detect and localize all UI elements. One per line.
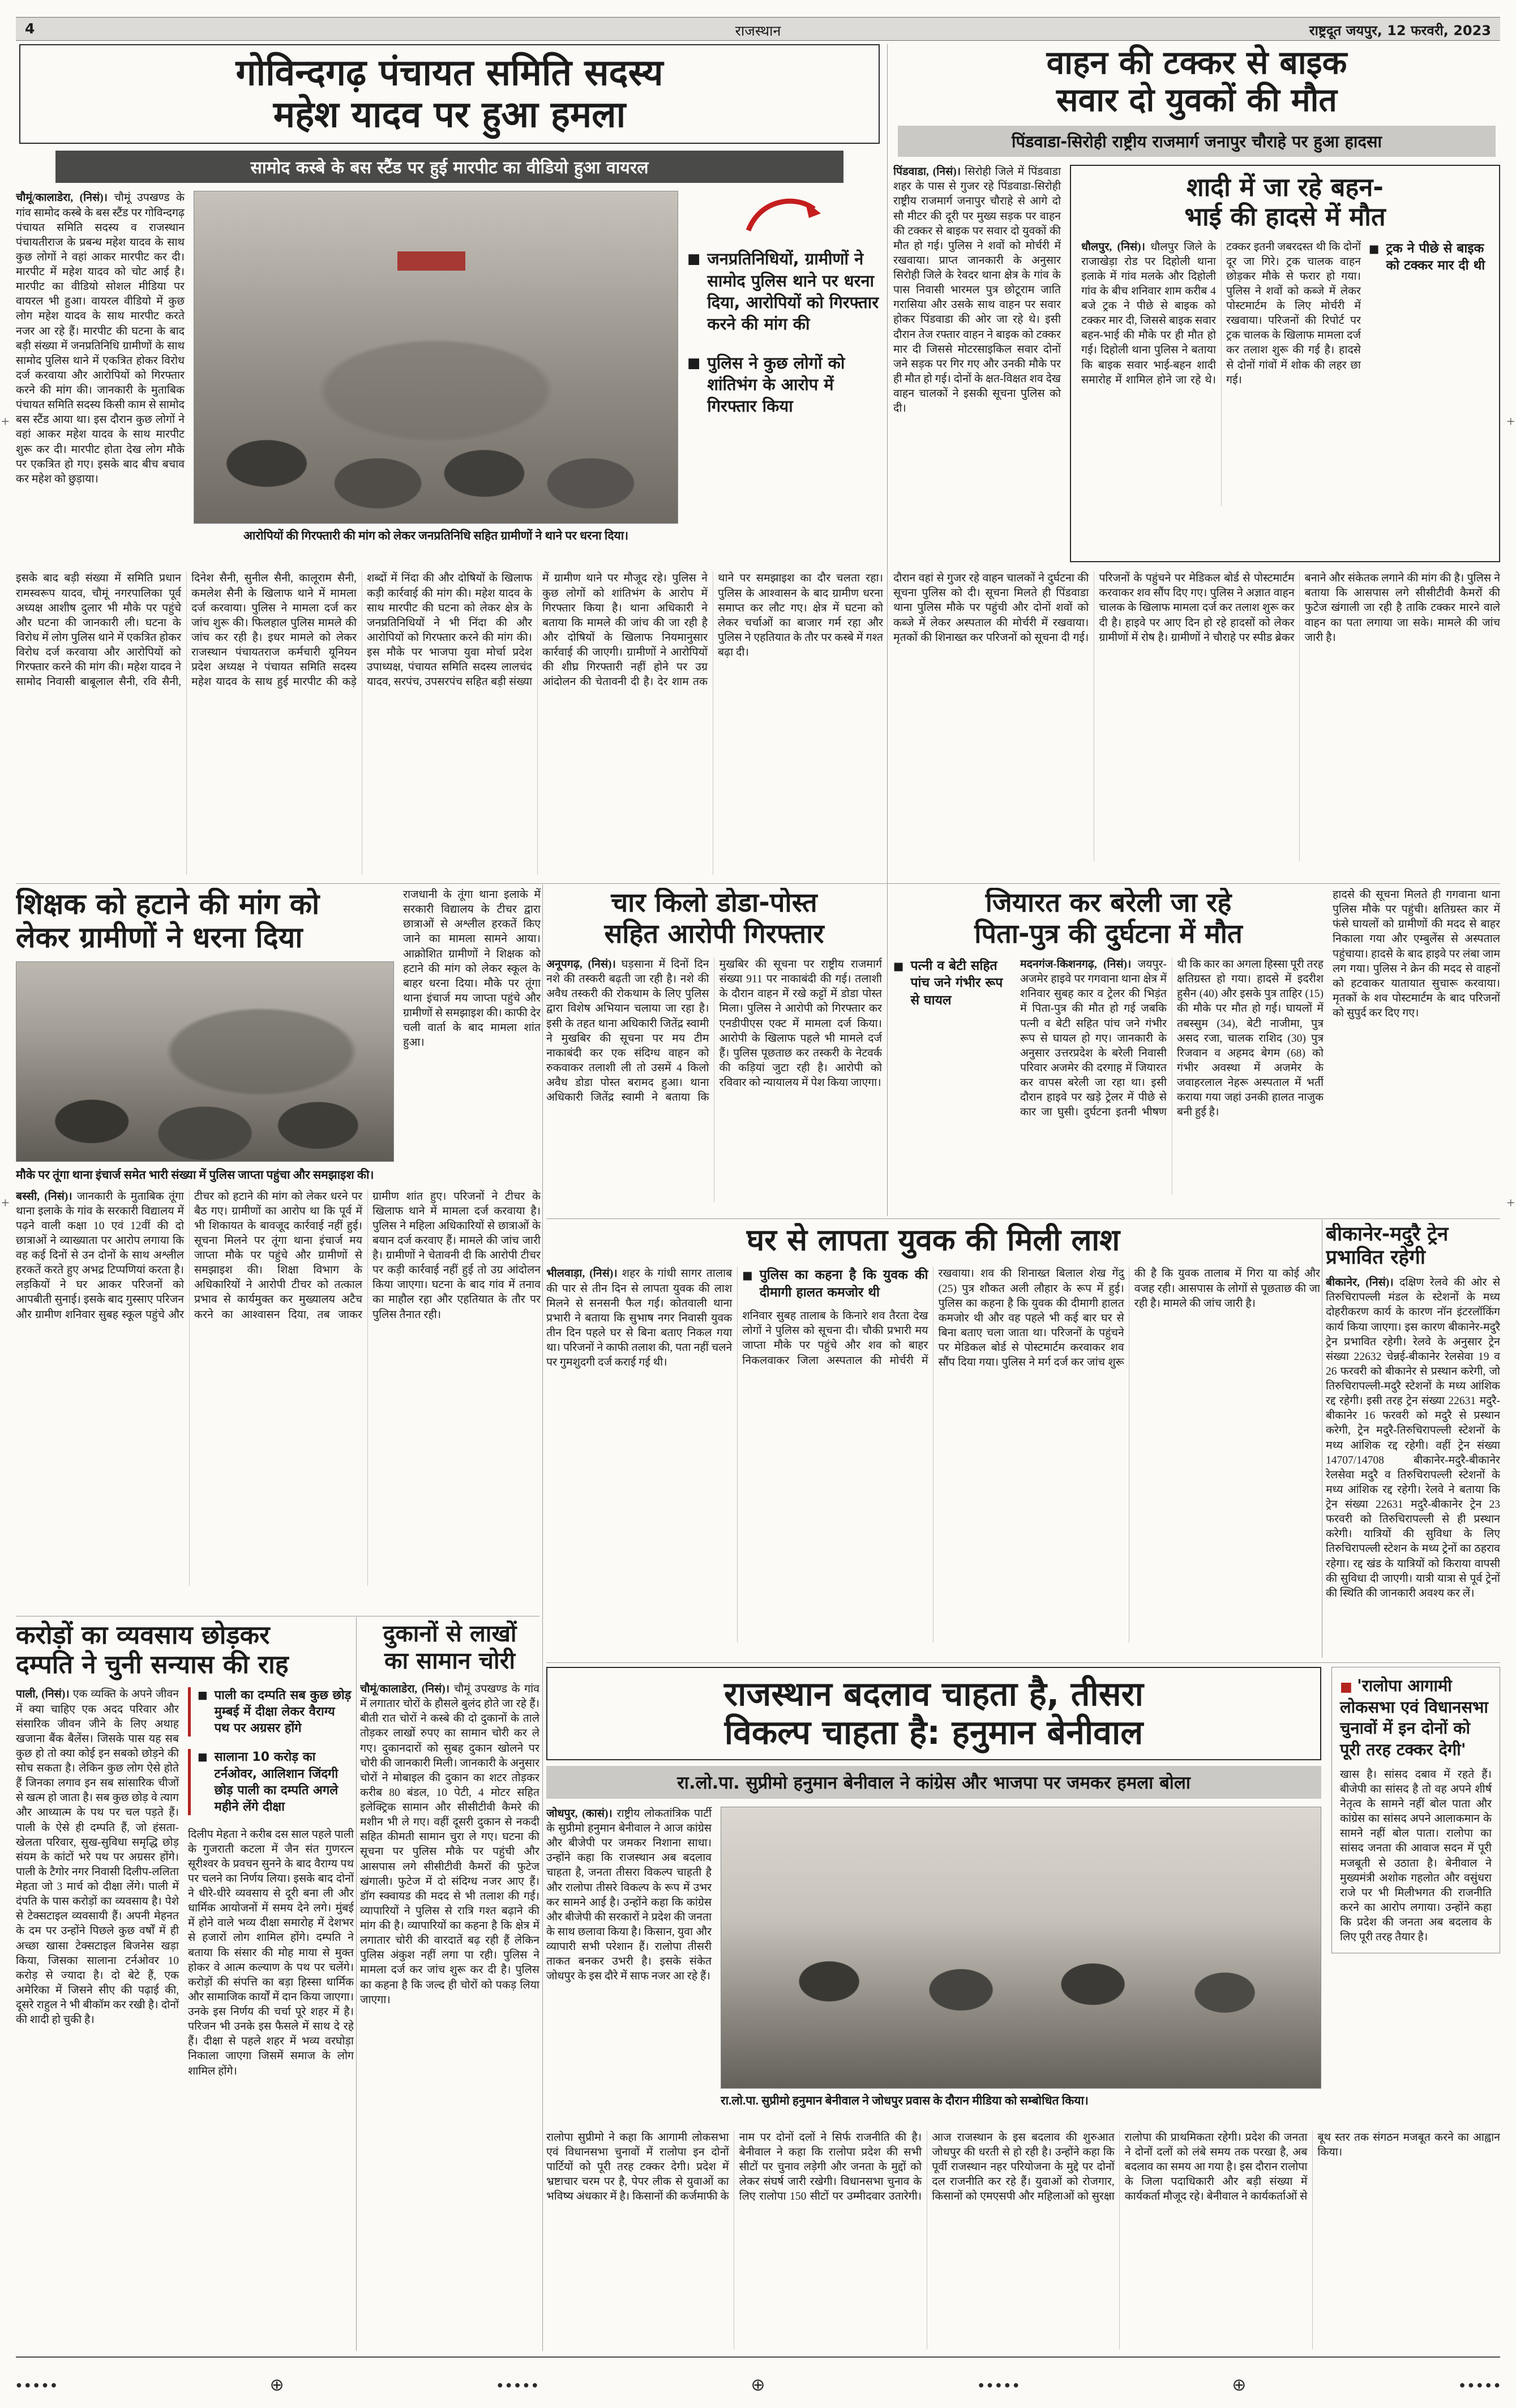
boxed-story-wedding-accident [1070, 165, 1500, 562]
body-text: हादसे की सूचना मिलते ही गगवाना थाना पुलिस मौके पर पहुंची। क्षतिग्रस्त कार में फंसे घायलों को ग्रामीणों की मदद से बाहर निकाला गया और एम्बुलेंस से अस्पताल पहुंचाया। हादसे के बाद हाइवे पर लंबा जाम लग गया। पुलिस ने क्रेन की मदद से वाहनों को हटवाकर यातायात सुचारू करवाया। मृतकों के शव पोस्टमार्टम के बाद परिजनों को सुपुर्द कर दिए गए। [1333, 889, 1500, 1019]
highlight-bullet [188, 1749, 354, 1815]
body-text: सिरोही जिले में पिंडवाडा शहर के पास से गुजर रहे पिंडवाडा-सिरोही राष्ट्रीय राजमार्ग जनापुर चौराहे से आगे दो सौ मीटर की दूरी पर मुख्य सड़क पर वाहन की टक्कर से बाइक पर सवार दो युवकों की मौत हो गई। पुलिस ने शवों को मोर्चरी में रखवाया। प्राप्त जानकारी के अनुसार सिरोही जिले के रेवदर थाना क्षेत्र के गांव के पास निवासी भारमल पुत्र छोटूराम जाति गरासिया और उसके साथ वाहन पर सवार होकर पिंडवाडा की ओर जा रहे थे। इसी दौरान तेज रफ्तार वाहन ने बाइक को टक्कर मार दी जिससे मोटरसाइकिल सवार दोनों जने सड़क पर गिर गए और उनकी मौके पर ही मौत हो गई। दोनों के क्षत-विक्षत शव देख वाहन चालकों ने इसकी सूचना पुलिस को दी। [893, 166, 1061, 415]
registration-dots: ● ● ● ● ● [16, 2379, 57, 2390]
headline-line: करोड़ों का व्यवसाय छोड़कर [16, 1620, 270, 1650]
print-registration-marks [16, 2373, 1500, 2396]
quote-column [1331, 1667, 1500, 2122]
article-body-columns [546, 2131, 1500, 2349]
article-headline [16, 1620, 354, 1679]
photo-caption: मौके पर तूंगा थाना इंचार्ज समेत भारी संख्या में पुलिस जाप्ता पहुंचा और समझाइश की। [16, 1168, 374, 1182]
section-title: राजस्थान [735, 23, 781, 39]
article-doda-post-arrest [546, 888, 882, 1216]
highlight-bullet [188, 1687, 354, 1737]
article-bike-riders-death [893, 44, 1500, 881]
subheadline: रा.लो.पा. सुप्रीमो हनुमान बेनीवाल ने कांग्रेस और भाजपा पर जमकर हमला बोला [546, 1766, 1321, 1799]
photo-red-banner [397, 251, 465, 271]
headline-line: राजस्थान बदलाव चाहता है, तीसरा [724, 1674, 1144, 1713]
highlight-text: ■ ट्रक ने पीछे से बाइक को टक्कर मार दी थी [1386, 241, 1485, 273]
highlight-text: ■ पाली का दम्पति सब कुछ छोड़ मुम्बई में दीक्षा लेकर वैराग्य पथ पर अग्रसर होंगे [214, 1688, 352, 1736]
headline-line: दम्पति ने चुनी सन्यास की राह [16, 1649, 289, 1680]
page-number: 4 [25, 20, 35, 37]
dateline: जोधपुर, (कासं)। [546, 1807, 613, 1820]
article-missing-youth-body-found [546, 1223, 1320, 1657]
body-text: शहर के गांधी सागर तालाब की पार से तीन दिन से लापता युवक की लाश मिलने से सनसनी फैल गई। कोतवाली थाना प्रभारी ने बताया कि सुभाष नगर निवासी युवक तीन दिन पहले घर से बिना बताए निकल गया था। परिजनों ने काफी तलाश की, पता नहीं चलने पर गुमशुदगी दर्ज कराई गई थी। [546, 1268, 733, 1369]
body-text: राष्ट्रीय लोकतांत्रिक पार्टी के सुप्रीमो हनुमान बेनीवाल ने आज कांग्रेस और बीजेपी पर जमकर निशाना साधा। उन्होंने कहा कि राजस्थान अब बदलाव चाहता है, जनता तीसरा विकल्प चाहती है और रालोपा तीसरे विकल्प के रूप में उभर कर सामने आई है। उन्होंने कहा कि कांग्रेस और बीजेपी की सरकारों ने प्रदेश की जनता के साथ छलावा किया है। किसान, युवा और व्यापारी सभी परेशान हैं। रालोपा तीसरी ताकत बनकर उभरी है। इसके संकेत जोधपुर के इस दौरे में साफ नजर आ रहे हैं। [546, 1807, 712, 1983]
subheadline: पिंडवाडा-सिरोही राष्ट्रीय राजमार्ग जनापुर चौराहे पर हुआ हादसा [898, 126, 1496, 157]
edition-date: राष्ट्रदूत जयपुर, 12 फरवरी, 2023 [1309, 23, 1491, 39]
headline-photo-block [16, 888, 394, 1162]
article-main-block [893, 888, 1324, 1216]
quote-box [1331, 1667, 1500, 1953]
article-headline [360, 1620, 539, 1674]
subheadline: सामोद कस्बे के बस स्टैंड पर हुई मारपीट का वीडियो हुआ वायरल [55, 151, 843, 183]
article-body-column [360, 1682, 539, 2008]
article-headline: बीकानेर-मदुरै ट्रेन प्रभावित रहेगी [1326, 1223, 1449, 1269]
crosshair-icon: ⊕ [751, 2375, 765, 2394]
column-rule [542, 884, 543, 2351]
body-text: दिलीप मेहता ने करीब दस साल पहले पाली के गुजराती कटला में जैन संत गुणरत्न सूरीश्वर के प्रवचन सुनने के बाद वैराग्य पथ पर चलने का निर्णय लिया। इसके बाद दोनों ने धीरे-धीरे व्यवसाय से दूरी बना ली और धार्मिक आयोजनों में समय देने लगे। मुंबई में होने वाले भव्य दीक्षा समारोह में देशभर से हजारों लोग शामिल होंगे। दम्पति ने बताया कि संसार की मोह माया से मुक्त होकर वे आत्म कल्याण के पथ पर चलेंगे। करोड़ों की संपत्ति का बड़ा हिस्सा धार्मिक और सामाजिक कार्यों में दान किया जाएगा। उनके इस निर्णय की चर्चा पूरे शहर में है। परिजन भी उनके इस फैसले में साथ दे रहे हैं। दीक्षा से पहले शहर में भव्य वरघोड़ा निकाला जाएगा जिसमें समाज के लोग शामिल होंगे। [188, 1828, 354, 2077]
article-body-columns [16, 1190, 541, 1586]
body-text: जानकारी के मुताबिक तूंगा थाना इलाके के गांव के सरकारी विद्यालय में पढ़ने वाली कक्षा 10 एवं 12वीं की दो छात्राओं ने व्याख्याता पर आरोप लगाया कि वह कई दिनों से उन दोनों के साथ अश्लील हरकतें करते हुए अभद्र टिप्पणियां करता है। लड़कियों ने घर आकर परिजनों को आपबीती सुनाई। इसके बाद गुस्साए परिजन और ग्रामीण शनिवार सुबह स्कूल पहुंचे और टीचर को हटाने की मांग को लेकर धरने पर बैठ गए। ग्रामीणों का आरोप था कि पूर्व में भी शिकायत के बावजूद कार्रवाई नहीं हुई। सूचना मिलने पर तूंगा थाना इंचार्ज मय जाप्ता मौके पर पहुंचे और ग्रामीणों से समझाइश की। शिक्षा विभाग के अधिकारियों ने आरोपी टीचर को तत्काल प्रभाव से कार्यमुक्त कर मुख्यालय अटैच करने का आश्वासन दिया, तब जाकर ग्रामीण शांत हुए। परिजनों ने टीचर के खिलाफ थाने में मामला दर्ज करवाया है। पुलिस ने महिला अधिकारियों से छात्राओं के बयान दर्ज करवाए हैं। मामले की जांच जारी है। ग्रामीणों ने चेतावनी दी कि आरोपी टीचर पर कड़ी कार्रवाई नहीं हुई तो उग्र आंदोलन किया जाएगा। घटना के बाद गांव में तनाव का माहौल रहा और एहतियात के तौर पर पुलिस तैनात रही। [16, 1190, 541, 1321]
highlight-bullet [893, 957, 1012, 1195]
article-body-column [188, 1828, 354, 2079]
masthead [16, 17, 1500, 41]
boxed-story-body [1081, 240, 1361, 506]
crosshair-icon: ⊕ [269, 2375, 284, 2394]
article-body-row [893, 957, 1324, 1195]
column-rule [887, 44, 888, 1216]
article-teacher-removal-protest [16, 888, 541, 1611]
headline-line: सवार दो युवकों की मौत [1056, 82, 1337, 119]
red-arrow-icon [687, 191, 883, 238]
photo-villagers-protest [16, 961, 394, 1162]
article-body-columns [1020, 957, 1324, 1195]
dateline: पिंडवाडा, (निसं)। [893, 166, 961, 178]
dateline: अनूपगढ़, (निसं)। [546, 959, 616, 971]
article-top-row [16, 191, 883, 562]
article-headline [546, 888, 882, 949]
article-headline [893, 888, 1324, 949]
photo-beniwal-press-conference [721, 1807, 1321, 2089]
article-body-columns [546, 957, 882, 1202]
boxed-story-content [1081, 240, 1489, 506]
registration-plus-icon: + [1506, 413, 1515, 430]
article-body-column [16, 1687, 179, 2078]
photo-caption: रा.लो.पा. सुप्रीमो हनुमान बेनीवाल ने जोधपुर प्रवास के दौरान मीडिया को सम्बोधित किया। [721, 2093, 1089, 2107]
headline-line: चार किलो डोडा-पोस्त [611, 888, 817, 918]
highlights-column [687, 191, 883, 562]
headline-line: शादी में जा रहे बहन- [1187, 172, 1384, 203]
headline-line: जियारत कर बरेली जा रहे [985, 888, 1232, 918]
highlight-text: ■ पत्नी व बेटी सहित पांच जने गंभीर रूप से घायल [910, 959, 1003, 1008]
registration-plus-icon: + [1, 413, 10, 430]
photo-figure [721, 1807, 1321, 2122]
photo-protest-at-police-station [194, 191, 678, 524]
highlight-text: ■ पुलिस ने कुछ लोगों को शांतिभंग के आरोप में गिरफ्तार किया [707, 353, 845, 416]
body-text: चौमूं उपखण्ड के गांव सामोद कस्बे के बस स्टैंड पर गोविन्दगढ़ पंचायत समिति सदस्य व राजस्थान पंचायतीराज के प्रबन्ध महेश यादव के साथ कुछ लोगों ने वहां आकर मारपीट कर दी। मारपीट में महेश यादव को चोट आई है। मारपीट का वीडियो सोशल मीडिया पर वायरल भी हुआ। वायरल वीडियो में कुछ लोग महेश यादव के साथ मारपीट करते नजर आ रहे हैं। मारपीट की घटना के बाद बड़ी संख्या में जनप्रतिनिधि ग्रामीणों के साथ सामोद पुलिस थाने में एकत्रित होकर विरोध दर्ज करवाया और आरोपियों को गिरफ्तार करने की मांग की। जानकारी के मुताबिक पंचायत समिति सदस्य किसी काम से सामोद बस स्टैंड आया था। इस दौरान कुछ लोगों ने वहां आकर महेश यादव के साथ मारपीट शुरू कर दी। मारपीट होता देख लोग मौके पर एकत्रित हो गए। इसके बाद बीच बचाव कर महेश को छुड़ाया। [16, 192, 185, 485]
bottom-rule [16, 2356, 1500, 2358]
headline-line: भाई की हादसे में मौत [1184, 202, 1386, 232]
section-rule [546, 1662, 1500, 1663]
body-text: घड़साना में दिनों दिन नशे की तस्करी बढ़ती जा रही है। नशे की अवैध तस्करी की रोकथाम के लिए पुलिस द्वारा विशेष अभियान चलाया जा रहा है। इसी के तहत थाना अधिकारी जितेंद्र स्वामी ने मुखबिर की सूचना पर मय टीम नाकाबंदी कर एक संदिग्ध वाहन को रुकवाकर तलाशी ली तो उसमें 4 किलो अवैध डोडा पोस्त बरामद हुआ। थाना अधिकारी जितेंद्र स्वामी ने बताया कि मुखबिर की सूचना पर राष्ट्रीय राजमार्ग संख्या 911 पर नाकाबंदी की गई। तलाशी के दौरान वाहन में रखे कट्टों में डोडा पोस्त मिला। पुलिस ने आरोपी को गिरफ्तार कर एनडीपीएस एक्ट में मामला दर्ज किया। आरोपी के खिलाफ पहले भी मामले दर्ज हैं। पुलिस पूछताछ कर तस्करी के नेटवर्क की कड़ियां जुटा रही है। आरोपी को रविवार को न्यायालय में पेश किया जाएगा। [546, 959, 882, 1104]
dateline: चौमूं/कालाडेरा, (निसं)। [16, 192, 108, 204]
photo-figure [194, 191, 678, 562]
headline-line: गोविन्दगढ़ पंचायत समिति सदस्य [235, 52, 663, 94]
dateline: भीलवाड़ा, (निसं)। [546, 1268, 618, 1280]
photo-caption: आरोपियों की गिरफ्तारी की मांग को लेकर जनप्रतिनिधि सहित ग्रामीणों ने थाने पर धरना दिया। [243, 529, 629, 543]
section-rule [546, 1218, 1500, 1219]
body-text: चौमूं उपखण्ड के गांव में लगातार चोरों के हौसले बुलंद होते जा रहे हैं। बीती रात चोरों ने कस्बे की दो दुकानों के ताले तोड़कर लाखों रुपए का सामान चोरी कर ले गए। दुकानदारों को सुबह दुकान खोलने पर चोरी की जानकारी मिली। जानकारी के अनुसार चोरों ने मोबाइल की दुकान का शटर तोड़कर करीब 80 बंडल, 10 पेटी, 4 मोटर सहित इलेक्ट्रिक सामान और सीसीटीवी कैमरे की मशीन भी ले गए। वहीं दूसरी दुकान से नकदी सहित कीमती सामान चुरा ले गए। घटना की सूचना पर पुलिस मौके पर पहुंची और आसपास लगे सीसीटीवी कैमरों की फुटेज खंगाली। फुटेज में दो संदिग्ध नजर आए हैं। डॉग स्क्वायड की मदद से भी तलाश की गई। व्यापारियों ने पुलिस से रात्रि गश्त बढ़ाने की मांग की है। व्यापारियों का कहना है कि क्षेत्र में लगातार चोरी की वारदातें बढ़ रही हैं लेकिन पुलिस अंकुश नहीं लगा पा रही। पुलिस ने मामला दर्ज कर जांच शुरू कर दी है। पुलिस का कहना है कि जल्द ही चोरों को पकड़ लिया जाएगा। [360, 1683, 539, 2006]
headline-line: सहित आरोपी गिरफ्तार [604, 918, 824, 949]
article-body-columns [546, 1267, 1320, 1643]
article-father-son-accident [893, 888, 1500, 1216]
body-text: शनिवार सुबह तालाब के किनारे शव तैरता देख लोगों ने पुलिस को सूचना दी। चौकी प्रभारी मय जाप्ता मौके पर पहुंचे और शव को बाहर निकलवाकर जिला अस्पताल की मोर्चरी में रखवाया। शव की शिनाख्त बिलाल शेख गेंदु (25) पुत्र शौकत अली लौहार के रूप में हुई। पुलिस का कहना है कि युवक की दीमागी हालत कमजोर थी और वह पहले भी कई बार घर से बिना बताए चला जाता था। परिजनों के पहुंचने पर मेडिकल बोर्ड से पोस्टमार्टम करवाकर शव सौंप दिया गया। पुलिस ने मर्ग दर्ज कर जांच शुरू की है कि युवक तालाब में गिरा या कोई और वजह रही। आसपास के लोगों से पूछताछ की जा रही है। मामले की जांच जारी है। [742, 1268, 1320, 1369]
registration-dots: ● ● ● ● ● [1459, 2379, 1500, 2390]
headline-line: शिक्षक को हटाने की मांग को [16, 888, 320, 921]
registration-plus-icon: + [1506, 1195, 1515, 1211]
headline-box [546, 1667, 1321, 1760]
body-text: दक्षिण रेलवे की ओर से तिरुचिरापल्ली मंडल के स्टेशनों के मध्य दोहरीकरण कार्य के कारण नॉन इंटरलॉकिंग कार्य किया जाएगा। इस कारण बीकानेर-मदुरै ट्रेन प्रभावित रहेगी। रेलवे के अनुसार ट्रेन संख्या 22632 चेन्नई-बीकानेर रेलसेवा 19 व 26 फरवरी को बीकानेर से प्रस्थान करेगी, जो तिरुचिरापल्ली-मदुरै स्टेशनों के मध्य आंशिक रद्द रहेगी। इसी तरह ट्रेन संख्या 22631 मदुरै-बीकानेर 16 फरवरी को मदुरै से प्रस्थान करेगी, ट्रेन मदुरै-तिरुचिरापल्ली स्टेशनों के मध्य आंशिक रद्द रहेगी। वहीं ट्रेन संख्या 14707/14708 बीकानेर-मदुरै-बीकानेर रेलसेवा मदुरै व तिरुचिरापल्ली स्टेशनों के मध्य आंशिक रद्द रहेगी। रेलवे ने बताया कि ट्रेन संख्या 22631 मदुरै-बीकानेर ट्रेन 23 फरवरी को तिरुचिरापल्ली से ही प्रस्थान करेगी। यात्रियों की सुविधा के लिए तिरुचिरापल्ली स्टेशन के मध्य ट्रेनों का ठहराव रहेगा। रद्द खंड के यात्रियों को किराया वापसी की सुविधा दी जाएगी। यात्री यात्रा से पूर्व ट्रेनों की स्थिति की जानकारी अवश्य कर लें। [1326, 1277, 1500, 1599]
headline-line: महेश यादव पर हुआ हमला [273, 94, 626, 136]
headline-line: वाहन की टक्कर से बाइक [1046, 44, 1347, 82]
article-body-column [546, 1807, 712, 2122]
dateline: मदनगंज-किशनगढ़, (निसं)। [1020, 959, 1132, 971]
highlight-text: ■ पुलिस का कहना है कि युवक की दीमागी हालत कमजोर थी [759, 1268, 928, 1300]
article-mahesh-yadav-attack [16, 44, 883, 881]
article-main-block [546, 1667, 1321, 2122]
dateline: धौलपुर, (निसं)। [1081, 241, 1145, 253]
article-layout-row [893, 888, 1500, 1216]
dateline: चौमूं/कालाडेरा, (निसं)। [360, 1683, 450, 1696]
article-beniwal-press-conference [546, 1667, 1500, 2351]
quote-title: ■ 'रालोपा आगामी लोकसभा एवं विधानसभा चुनावों में इन दोनों को पूरी तरह टक्कर देगी' [1340, 1675, 1492, 1761]
highlight-bullet [687, 248, 883, 335]
body-text: धौलपुर जिले के राजाखेड़ा रोड पर दिहोली थाना इलाके में गांव मलके और दिहोली गांव के बीच शनिवार शाम करीब 4 बजे ट्रक ने पीछे से बाइक को टक्कर मार दी, जिससे बाइक सवार बहन-भाई की मौके पर ही मौत हो गई। दिहोली थाना पुलिस ने बताया कि बाइक सवार भाई-बहन शादी समारोह में शामिल होने जा रहे थे। टक्कर इतनी जबरदस्त थी कि दोनों दूर जा गिरे। ट्रक चालक वाहन छोड़कर मौके से फरार हो गया। पुलिस ने शवों को कब्जे में लेकर पोस्टमार्टम के लिए मोर्चरी में रखवाया। परिजनों की रिपोर्ट पर ट्रक चालक के खिलाफ मामला दर्ज कर तलाश शुरू की गई है। हादसे से दोनों गांवों में शोक की लहर छा गई। [1081, 241, 1361, 386]
body-text: खास है। सांसद दबाव में रहते हैं। बीजेपी का सांसद है तो वह अपने शीर्ष नेतृत्व के सामने नहीं बोल पाता और कांग्रेस का सांसद अपने आलाकमान के सामने नहीं बोल पाता। रालोपा का सांसद जनता की आवाज सदन में पूरी मजबूती से उठाता है। बेनीवाल ने मुख्यमंत्री अशोक गहलोत और वसुंधरा राजे पर भी मिलीभगत की राजनीति करने का आरोप लगाया। उन्होंने कहा कि प्रदेश की जनता अब बदलाव के लिए पूरी तरह तैयार है। [1340, 1768, 1492, 1944]
headline-line: का सामान चोरी [384, 1646, 515, 1674]
headline-box [19, 44, 880, 144]
article-headline [558, 1675, 1310, 1752]
article-headline: घर से लापता युवक की मिली लाश [746, 1223, 1120, 1258]
article-body-column [1326, 1276, 1500, 1601]
body-text: राजधानी के तूंगा थाना इलाके में सरकारी विद्यालय के टीचर द्वारा छात्राओं से अश्लील हरकतें किए जाने का मामला सामने आया। आक्रोशित ग्रामीणों ने शिक्षक को हटाने की मांग को लेकर स्कूल के बाहर धरना दिया। मौके पर तूंगा थाना इंचार्ज मय जाप्ता पहुंचे और ग्रामीणों से समझाइश की। काफी देर चली वार्ता के बाद मामला शांत हुआ। [403, 889, 541, 1049]
article-headline [16, 888, 394, 955]
registration-plus-icon: + [1, 1195, 10, 1211]
article-body-columns [16, 571, 883, 875]
dateline: बीकानेर, (निसं)। [1326, 1277, 1394, 1289]
highlight-bullet [687, 352, 883, 417]
body-text: इसके बाद बड़ी संख्या में समिति प्रधान रामस्वरूप यादव, चौमूं नगरपालिका पूर्व अध्यक्ष आशीष दुलार भी मौके पर पहुंचे और घटना की जानकारी ली। घटना के विरोध में लोग पुलिस थाने में एकत्रित होकर विरोध दर्ज करवाया और आरोपियों को गिरफ्तार करने की मांग की। महेश यादव ने सामोद निवासी बाबूलाल सैनी, रवि सैनी, दिनेश सैनी, सुनील सैनी, कालूराम सैनी, कमलेश सैनी के खिलाफ थाने में मामला दर्ज करवाया। पुलिस ने मामला दर्ज कर जांच शुरू की। फिलहाल पुलिस मामले की जांच कर रही है। इधर मामले को लेकर राजस्थान पंचायतराज कर्मचारी यूनियन प्रदेश अध्यक्ष ने पंचायत समिति सदस्य महेश यादव के साथ हुई मारपीट की कड़े शब्दों में निंदा की और दोषियों के खिलाफ कड़ी कार्रवाई की मांग की। महेश यादव के साथ मारपीट की घटना को लेकर क्षेत्र के जनप्रतिनिधियों ने भी निंदा की और आरोपियों को गिरफ्तार करने की मांग की। इस मौके पर भाजपा युवा मोर्चा प्रदेश उपाध्यक्ष, पंचायत समिति सदस्य लालचंद यादव, सरपंच, उपसरपंच सहित बड़ी संख्या में ग्रामीण थाने पर मौजूद रहे। पुलिस ने कुछ लोगों को शांतिभंग के आरोप में गिरफ्तार किया है। थाना अधिकारी ने बताया कि मामले की जांच की जा रही है और दोषियों के खिलाफ नियमानुसार कार्रवाई की जाएगी। ग्रामीणों ने आरोपियों की शीघ्र गिरफ्तारी नहीं होने पर उग्र आंदोलन की चेतावनी दी है। देर शाम तक थाने पर समझाइश का दौर चलता रहा। पुलिस के आश्वासन के बाद ग्रामीण धरना समाप्त कर लौट गए। क्षेत्र में घटना को लेकर चर्चाओं का बाजार गर्म रहा और पुलिस ने एहतियात के तौर पर कस्बे में गश्त बढ़ा दी। [16, 572, 883, 688]
article-body-column [16, 191, 185, 562]
highlight-text: ■ सालाना 10 करोड़ का टर्नओवर, आलिशान जिंदगी छोड़ पाली का दम्पति अगले महीने लेंगे दीक्षा [214, 1750, 339, 1814]
registration-dots: ● ● ● ● ● [496, 2379, 538, 2390]
section-rule [16, 883, 1500, 884]
body-text: दौरान वहां से गुजर रहे वाहन चालकों ने दुर्घटना की सूचना पुलिस को दी। सूचना मिलते ही पिंडवाडा थाना पुलिस मौके पर पहुंची और दोनों शवों को कब्जे में लेकर अस्पताल की मोर्चरी में रखवाया। मृतकों की शिनाख्त कर परिजनों को सूचना दी गई। परिजनों के पहुंचने पर मेडिकल बोर्ड से पोस्टमार्टम करवाकर शव सौंप दिए गए। पुलिस ने अज्ञात वाहन चालक के खिलाफ मामला दर्ज कर तलाश शुरू कर दी है। हाइवे पर आए दिन हो रहे हादसों को लेकर ग्रामीणों में रोष है। ग्रामीणों ने चौराहे पर स्पीड ब्रेकर बनाने और संकेतक लगाने की मांग की है। पुलिस ने बताया कि आसपास लगे सीसीटीवी कैमरों की फुटेज खंगाली जा रही है ताकि टक्कर मारने वाले वाहन का पता लगाया जा सके। मामले की जांच जारी है। [893, 572, 1500, 644]
article-side-column [1333, 888, 1500, 1216]
article-headline [31, 52, 868, 136]
body-text: रालोपा सुप्रीमो ने कहा कि आगामी लोकसभा एवं विधानसभा चुनावों में रालोपा इन दोनों पार्टियों को पूरी तरह टक्कर देगी। प्रदेश में भ्रष्टाचार चरम पर है, पेपर लीक से युवाओं का भविष्य अंधकार में है। किसानों की कर्जमाफी के नाम पर दोनों दलों ने सिर्फ राजनीति की है। बेनीवाल ने कहा कि रालोपा प्रदेश की सभी सीटों पर चुनाव लड़ेगी और जनता के मुद्दों को लेकर संघर्ष जारी रखेगी। विधानसभा चुनाव के लिए रालोपा 150 सीटों पर उम्मीदवार उतारेगी। आज राजस्थान के इस बदलाव की शुरुआत जोधपुर की धरती से हो रही है। उन्होंने कहा कि पूर्वी राजस्थान नहर परियोजना के मुद्दे पर दोनों दल राजनीति कर रहे हैं। युवाओं को रोजगार, किसानों को एमएसपी और महिलाओं को सुरक्षा रालोपा की प्राथमिकता रहेगी। प्रदेश की जनता ने दोनों दलों को लंबे समय तक परखा है, अब बदलाव का समय आ गया है। इस दौरान रालोपा के जिला पदाधिकारी और बड़ी संख्या में कार्यकर्ता मौजूद रहे। बेनीवाल ने कार्यकर्ताओं से बूथ स्तर तक संगठन मजबूत करने का आह्वान किया। [546, 2131, 1500, 2203]
article-body-row [16, 1687, 354, 2078]
headline-line: विकल्प चाहता है: हनुमान बेनीवाल [724, 1713, 1144, 1752]
headline-line: पिता-पुत्र की दुर्घटना में मौत [974, 918, 1243, 949]
article-top-area [546, 1667, 1500, 2122]
article-body-columns [893, 571, 1500, 861]
article-top-row [893, 165, 1500, 562]
body-text: जयपुर-अजमेर हाइवे पर गगवाना थाना क्षेत्र में शनिवार सुबह कार व ट्रेलर की भिड़ंत में पिता-पुत्र की मौत हो गई जबकि पत्नी व बेटी सहित पांच जने गंभीर रूप से घायल हो गए। जानकारी के अनुसार उत्तरप्रदेश के बरेली निवासी परिवार अजमेर की दरगाह में जियारत कर वापस बरेली जा रहा था। इसी दौरान हाइवे पर खड़े ट्रेलर में पीछे से कार जा घुसी। दुर्घटना इतनी भीषण थी कि कार का अगला हिस्सा पूरी तरह क्षतिग्रस्त हो गया। हादसे में इदरीश हुसैन (40) और इसके पुत्र ताहिर (15) की मौके पर मौत हो गई। घायलों में तबस्सुम (34), बेटी नाजीमा, पुत्र असद रजा, चालक राशिद (30) पुत्र रिजवान व अहमद बेगम (68) को गंभीर अवस्था में अजमेर के जवाहरलाल नेहरू अस्पताल में भर्ती कराया गया जहां उनकी हालत नाजुक बनी हुई है। [1020, 959, 1324, 1119]
column-rule [356, 1617, 357, 2351]
crosshair-icon: ⊕ [1232, 2375, 1247, 2394]
dateline: बस्सी, (निसं)। [16, 1190, 72, 1203]
article-body-row [546, 1807, 1321, 2122]
boxed-story-headline [1081, 173, 1489, 232]
headline-line: दुकानों से लाखों [383, 1620, 517, 1647]
article-shops-theft [360, 1620, 539, 2351]
body-text: एक व्यक्ति के अपने जीवन में क्या चाहिए एक अदद परिवार और संसारिक जीवन जीने के लिए अथाह खजाना बैंक बैलेंस। जिसके पास यह सब कुछ हो तो क्या कोई इन सबको छोड़ने की सोच सकता है। लेकिन कुछ लोग ऐसे होते हैं जिनका लगाव इन सब सांसारिक चीजों से खत्म हो जाता है। सब कुछ छोड़ वे त्याग और आध्यात्म के पथ पर चल पड़ते हैं। पाली के ऐसे ही दम्पति हैं, जो हंसता-खेलता परिवार, सुख-सुविधा समृद्धि छोड़ संयम के कांटों भरे पथ पर अग्रसर होंगे। पाली के टैगोर नगर निवासी दिलीप-ललिता मेहता जो 3 मार्च को दीक्षा लेंगे। पाली में दंपति के पास करोड़ों का व्यवसाय है। पेशे से टेक्सटाइल व्यवसायी हैं। अपनी मेहनत के दम पर उन्होंने पिछले कुछ वर्षों में ही अच्छा खासा टेक्सटाइल बिजनेस खड़ा किया, जिसका सालाना टर्नओवर 10 करोड़ से ज्यादा है। दो बेटे हैं, एक अमेरिका में जिसने सीए की पढ़ाई की, दूसरे राहुल ने भी बीकॉम कर रखी है। दोनों की शादी हो चुकी है। [16, 1688, 179, 2026]
article-body-column [893, 165, 1061, 562]
article-train-affected [1326, 1223, 1500, 1657]
highlight-bullet [1369, 240, 1489, 506]
dateline: पाली, (निसं)। [16, 1688, 70, 1701]
article-top-row [16, 888, 541, 1162]
quote-body [1340, 1768, 1492, 1945]
article-headline [893, 44, 1500, 119]
highlight-bullet [742, 1267, 928, 1301]
headline-line: लेकर ग्रामीणों ने धरना दिया [16, 921, 303, 955]
highlights-and-body-column [188, 1687, 354, 2078]
article-couple-renunciation [16, 1620, 354, 2351]
article-side-column [403, 888, 541, 1162]
highlight-text: ■ जनप्रतिनिधियों, ग्रामीणों ने सामोद पुलिस थाने पर धरना दिया, आरोपियों को गिरफ्तार करने की मांग की [707, 249, 879, 334]
registration-dots: ● ● ● ● ● [978, 2379, 1020, 2390]
